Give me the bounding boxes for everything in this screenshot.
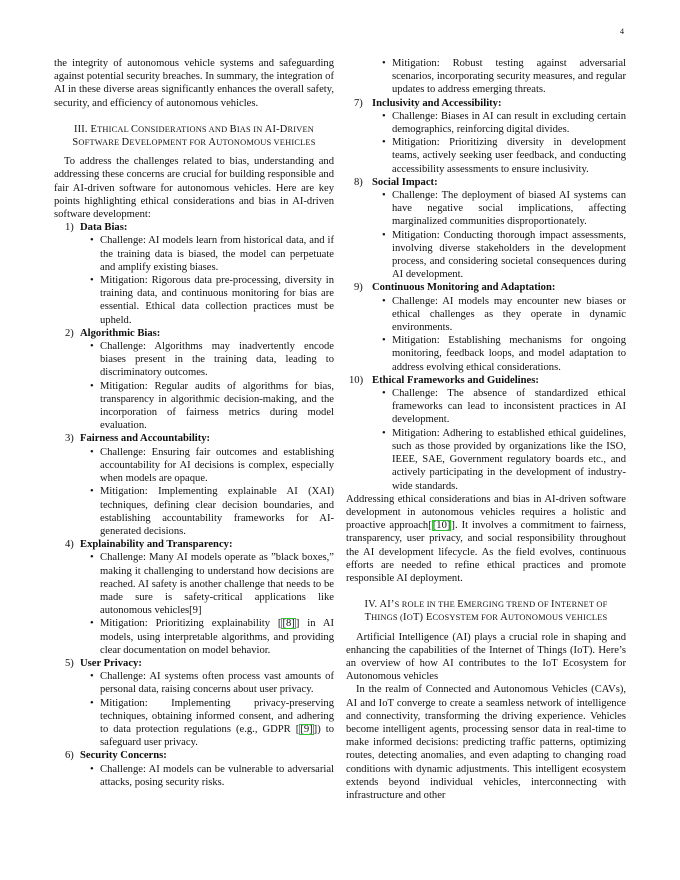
item-title: User Privacy: bbox=[80, 657, 142, 669]
item-title: Security Concerns: bbox=[80, 750, 167, 762]
security-concerns-continuation bbox=[346, 57, 626, 97]
citation-link-10[interactable]: [10] bbox=[432, 520, 451, 532]
item-title: Data Bias: bbox=[80, 222, 128, 234]
section-4-paragraph-2: In the realm of Connected and Autonomous Vehicles (CAVs), AI and IoT converge to create a seamless network of intelligence and connectivity, transforming the driving experience. Vehicles become intelligent agents, processing sensor data in real-time to make informed decisions: predicting traffic patterns, optimizing routes, detecting anomalies, and even adapting to changing road conditions with dynamic adjustments. This intelligent ecosystem extends beyond individual vehicles, interconnecting with infrastructure and other bbox=[346, 684, 626, 801]
section-4-heading-line-1: IV. AI’S ROLE IN THE EMERGING TREND OF INTERNET OF bbox=[364, 599, 608, 611]
list-item-social-impact: 8) Social Impact: • Challenge: The deployment of biased AI systems can have negative social implications, affecting marginalized communities disproportionately. • Mitigation: Conducting thorough impact assessments, involving diverse stakeholders in the development process, and considering societal consequences during AI development. bbox=[346, 176, 626, 282]
challenge-bullet: • Challenge: Algorithms may inadvertently encode biases present in the training data, leading to discriminatory outcomes. bbox=[100, 340, 334, 380]
item-title: Fairness and Accountability: bbox=[80, 433, 211, 445]
section-3-heading bbox=[54, 123, 334, 149]
item-title: Inclusivity and Accessibility: bbox=[372, 97, 502, 109]
challenge-bullet: • Challenge: Biases in AI can result in excluding certain demographics, reinforcing digital divides. bbox=[392, 110, 626, 136]
mitigation-bullet: • Mitigation: Establishing mechanisms for ongoing monitoring, feedback loops, and model adaptation to address evolving ethical considerations. bbox=[392, 334, 626, 374]
mitigation-bullet: • Mitigation: Implementing privacy-preserving techniques, obtaining informed consent, and adhering to data protection regulations (e.g., GDPR [[9]]) to safeguard user privacy. bbox=[100, 697, 334, 750]
list-item-ethical-frameworks: 10) Ethical Frameworks and Guidelines: • Challenge: The absence of standardized ethical frameworks can lead to inconsistent practices in AI development. • Mitigation: Adhering to established ethical guidelines, such as those provided by organizations like the ISO, IEEE, SAE, Government regulatory boards etc., and actively participating in the development of industry-wide standards. bbox=[346, 374, 626, 493]
mitigation-bullet: • Mitigation: Regular audits of algorithms for bias, transparency in algorithmic decision-making, and the incorporation of fairness metrics during model evaluation. bbox=[100, 380, 334, 433]
challenge-bullet: • Challenge: The absence of standardized ethical frameworks can lead to inconsistent practices in AI development. bbox=[392, 387, 626, 427]
list-item-inclusivity-accessibility: 7) Inclusivity and Accessibility: • Challenge: Biases in AI can result in excluding certain demographics, reinforcing digital divides. • Mitigation: Prioritizing diversity in development teams, actively seeking user feedback, and conducting accessibility assessments to ensure inclusivity. bbox=[346, 97, 626, 176]
mitigation-bullet: • Mitigation: Prioritizing explainability [[8]] in AI models, using interpretable algorithms, and providing clear documentation on model behavior. bbox=[100, 617, 334, 657]
mitigation-bullet: • Mitigation: Rigorous data pre-processing, diversity in training data, and continuous monitoring for bias are essential. Ethical data collection practices must be upheld. bbox=[100, 274, 334, 327]
right-item-list bbox=[346, 97, 626, 374]
item-title: Continuous Monitoring and Adaptation: bbox=[372, 282, 556, 294]
left-item-list bbox=[54, 221, 334, 789]
item-title: Explainability and Transparency: bbox=[80, 539, 233, 551]
item-title: Algorithmic Bias: bbox=[80, 327, 161, 339]
mitigation-bullet: • Mitigation: Conducting thorough impact assessments, involving diverse stakeholders in the development process, and considering societal consequences during AI development. bbox=[392, 229, 626, 282]
left-column bbox=[54, 57, 334, 789]
intro-paragraph: the integrity of autonomous vehicle systems and safeguarding against potential security breaches. In summary, the integration of AI in these diverse areas significantly enhances the overall safety, security, and efficiency of autonomous vehicles. bbox=[54, 58, 334, 109]
citation-link-8[interactable]: [8] bbox=[282, 618, 295, 630]
section-3-heading-line-1: III. ETHICAL CONSIDERATIONS AND BIAS IN AI-DRIVEN bbox=[73, 123, 315, 135]
list-item-fairness-accountability: 3) Fairness and Accountability: • Challenge: Ensuring fair outcomes and establishing accountability for AI decisions is complex, especially when models are opaque. • Mitigation: Implementing explainable AI (XAI) techniques, defining clear decision boundaries, and establishing accountability frameworks for AI-generated decisions. bbox=[54, 432, 334, 538]
mitigation-bullet: • Mitigation: Robust testing against adversarial scenarios, incorporating security measures, and regular updates to address emerging threats. bbox=[392, 57, 626, 97]
challenge-bullet: • Challenge: The deployment of biased AI systems can have negative social implications, affecting marginalized communities disproportionately. bbox=[392, 189, 626, 229]
section-3-heading-line-2: SOFTWARE DEVELOPMENT FOR AUTONOMOUS VEHICLES bbox=[72, 137, 316, 149]
mitigation-bullet: • Mitigation: Implementing explainable AI (XAI) techniques, defining clear decision boundaries, and establishing accountability frameworks for AI-generated decisions. bbox=[100, 485, 334, 538]
section-3-summary-paragraph: Addressing ethical considerations and bias in AI-driven software development in autonomous vehicles requires a holistic and proactive approach[[10]]. It involves a commitment to fairness, transparency, user privacy, and social responsibility throughout the AI development lifecycle. As the field evolves, continuous efforts are needed to refine ethical practices and promote responsible AI deployment. bbox=[346, 493, 626, 584]
item-title: Ethical Frameworks and Guidelines: bbox=[372, 374, 539, 386]
list-item-security-concerns: 6) Security Concerns: • Challenge: AI models can be vulnerable to adversarial attacks, posing security risks. bbox=[54, 749, 334, 789]
challenge-bullet: • Challenge: Many AI models operate as ”black boxes,” making it challenging to understand how decisions are reached. AI safety is another challenge that needs to be made sure is safety-critical applications like autonomous vehicles[9] bbox=[100, 551, 334, 617]
list-item-data-bias: 1) Data Bias: • Challenge: AI models learn from historical data, and if the training data is biased, the model can perpetuate and amplify existing biases. • Mitigation: Rigorous data pre-processing, diversity in training data, and continuous monitoring for bias are essential. Ethical data collection practices must be upheld. bbox=[54, 221, 334, 327]
list-item-algorithmic-bias: 2) Algorithmic Bias: • Challenge: Algorithms may inadvertently encode biases present in the training data, leading to discriminatory outcomes. • Mitigation: Regular audits of algorithms for bias, transparency in algorithmic decision-making, and the incorporation of fairness metrics during model evaluation. bbox=[54, 327, 334, 433]
challenge-bullet: • Challenge: AI systems often process vast amounts of personal data, raising concerns about user privacy. bbox=[100, 670, 334, 696]
section-4-paragraph-1: Artificial Intelligence (AI) plays a crucial role in shaping and enhancing the capabilities of the Internet of Things (IoT). Here’s an overview of how AI contributes to the IoT Ecosystem for Autonomous vehicles bbox=[346, 631, 626, 683]
right-column bbox=[346, 57, 626, 802]
challenge-bullet: • Challenge: Ensuring fair outcomes and establishing accountability for AI decisions is complex, especially when models are opaque. bbox=[100, 446, 334, 486]
section-4-heading bbox=[346, 598, 626, 624]
challenge-bullet: • Challenge: AI models can be vulnerable to adversarial attacks, posing security risks. bbox=[100, 763, 334, 789]
section-3-intro-paragraph: To address the challenges related to bias, understanding and addressing these concerns are crucial for building responsible and fair AI-driven software for autonomous vehicles. Here are key points highlighting ethical considerations and bias in AI-driven software development: bbox=[54, 156, 334, 221]
mitigation-bullet: • Mitigation: Prioritizing diversity in development teams, actively seeking user feedback, and conducting accessibility assessments to ensure inclusivity. bbox=[392, 136, 626, 176]
challenge-bullet: • Challenge: AI models may encounter new biases or ethical challenges as they operate in dynamic environments. bbox=[392, 295, 626, 335]
page-number: 4 bbox=[620, 27, 624, 36]
list-item-explainability-transparency: 4) Explainability and Transparency: • Challenge: Many AI models operate as ”black boxes,” making it challenging to understand how decisions are reached. AI safety is another challenge that needs to be made sure is safety-critical applications like autonomous vehicles[9] • Mitigation: Prioritizing explainability [[8]] in AI models, using interpretable algorithms, and providing clear documentation on model behavior. bbox=[54, 538, 334, 657]
list-item-user-privacy: 5) User Privacy: • Challenge: AI systems often process vast amounts of personal data, raising concerns about user privacy. • Mitigation: Implementing privacy-preserving techniques, obtaining informed consent, and adhering to data protection regulations (e.g., GDPR [[9]]) to safeguard user privacy. bbox=[54, 657, 334, 749]
list-item-continuous-monitoring: 9) Continuous Monitoring and Adaptation: • Challenge: AI models may encounter new biases or ethical challenges as they operate in dynamic environments. • Mitigation: Establishing mechanisms for ongoing monitoring, feedback loops, and model adaptation to address evolving ethical considerations. bbox=[346, 281, 626, 373]
mitigation-bullet: • Mitigation: Adhering to established ethical guidelines, such as those provided by organizations like the ISO, IEEE, SAE, Government regulatory boards etc., and actively participating in the development of industry-wide standards. bbox=[392, 427, 626, 493]
right-item-list-10 bbox=[346, 374, 626, 493]
citation-link-9[interactable]: [9] bbox=[300, 723, 313, 735]
challenge-bullet: • Challenge: AI models learn from historical data, and if the training data is biased, the model can perpetuate and amplify existing biases. bbox=[100, 234, 334, 274]
section-4-heading-line-2: THINGS (IOT) ECOSYSTEM FOR AUTONOMOUS VEHICLES bbox=[364, 612, 608, 624]
item-title: Social Impact: bbox=[372, 176, 438, 188]
